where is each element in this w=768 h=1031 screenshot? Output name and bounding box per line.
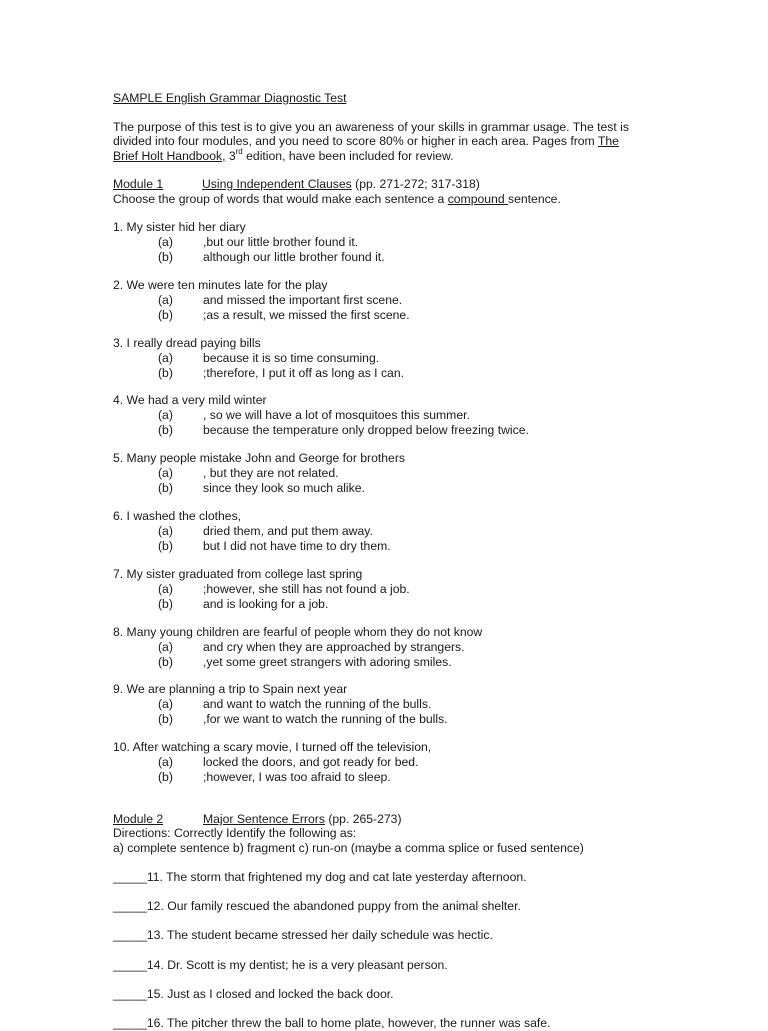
option-text-a: and want to watch the running of the bulls. [203,697,432,711]
intro-line-2 [113,134,619,149]
option-text-b: and is looking for a job. [203,596,329,611]
option-text-b: ;therefore, I put it off as long as I can. [203,365,404,380]
handbook-title-part-2: Brief Holt Handbook, [113,149,226,163]
sentence-item: _____12. Our family rescued the abandoned puppy from the animal shelter. [113,899,521,913]
option-text-a: , but they are not related. [203,466,339,480]
question-stem: 3. I really dread paying bills [113,336,261,350]
question-stem: 6. I washed the clothes, [113,509,242,523]
option-text-a: because it is so time consuming. [203,351,380,365]
module-2-choices: a) complete sentence b) fragment c) run-on (maybe a comma splice or fused sentence) [113,841,584,855]
handbook-title-part-1: The [597,134,619,148]
module-1-label: Module 1 [113,177,164,191]
option-label-a: (a) [158,755,173,769]
option-text-b: ,yet some greet strangers with adoring smiles. [203,654,452,669]
option-text-a: and cry when they are approached by strangers. [203,640,465,654]
option-text-b: ;as a result, we missed the first scene. [203,307,410,322]
module-2-label: Module 2 [113,812,164,826]
option-text-a: dried them, and put them away. [203,524,373,538]
option-label-a: (a) [158,466,173,480]
intro-line-3-text: edition, have been included for review. [242,149,454,163]
option-label-a: (a) [158,582,173,596]
sentence-item: _____13. The student became stressed her daily schedule was hectic. [113,928,493,942]
module-2-pages: (pp. 265-273) [324,812,402,826]
option-label-a: (a) [158,697,173,711]
sentence-item: _____11. The storm that frightened my dog and cat late yesterday afternoon. [113,870,527,884]
option-label-b: (b) [158,365,173,380]
module-1-pages: (pp. 271-272; 317-318) [351,177,480,191]
option-text-b: ;however, I was too afraid to sleep. [203,769,391,784]
edition-number: 3 [225,149,236,163]
sentence-item: _____16. The pitcher threw the ball to home plate, however, the runner was safe. [113,1016,551,1030]
module-2-topic: Major Sentence Errors [203,812,325,826]
option-text-a: locked the doors, and got ready for bed. [203,755,419,769]
edition-ordinal: rd [235,146,243,156]
option-label-b: (b) [158,480,173,495]
option-label-b: (b) [158,249,173,264]
intro-line-1: The purpose of this test is to give you an awareness of your skills in grammar usage. The test is [113,120,629,134]
question-stem: 5. Many people mistake John and George for brothers [113,451,405,465]
option-text-b: but I did not have time to dry them. [203,538,391,553]
option-label-b: (b) [158,654,173,669]
question-stem: 4. We had a very mild winter [113,393,267,407]
module-1-directions [113,192,561,207]
question-stem: 1. My sister hid her diary [113,220,246,234]
question-stem: 7. My sister graduated from college last spring [113,567,363,581]
module-2-heading [203,812,402,827]
option-label-a: (a) [158,235,173,249]
module-1-heading [202,177,480,192]
option-text-b: ,for we want to watch the running of the bulls. [203,711,448,726]
option-text-b: since they look so much alike. [203,480,365,495]
option-label-a: (a) [158,640,173,654]
question-stem: 8. Many young children are fearful of people whom they do not know [113,625,483,639]
document-title: SAMPLE English Grammar Diagnostic Test [113,91,347,105]
option-text-a: and missed the important first scene. [203,293,403,307]
option-text-b: although our little brother found it. [203,249,385,264]
option-label-b: (b) [158,596,173,611]
option-label-b: (b) [158,769,173,784]
option-label-b: (b) [158,307,173,322]
sentence-item: _____15. Just as I closed and locked the back door. [113,987,394,1001]
option-label-a: (a) [158,293,173,307]
option-label-a: (a) [158,408,173,422]
module-2-directions: Directions: Correctly Identify the following as: [113,826,357,840]
option-label-b: (b) [158,538,173,553]
module-1-topic: Using Independent Clauses [202,177,352,191]
question-stem: 9. We are planning a trip to Spain next year [113,682,348,696]
option-label-b: (b) [158,711,173,726]
option-text-a: ,but our little brother found it. [203,235,359,249]
question-stem: 10. After watching a scary movie, I turned off the television, [113,740,432,754]
directions-text: Choose the group of words that would make each sentence a [113,192,448,206]
option-text-b: because the temperature only dropped below freezing twice. [203,422,529,437]
compound-term: compound [447,192,508,206]
intro-line-2-text: divided into four modules, and you need to score 80% or higher in each area. Pages from [113,134,598,148]
option-label-b: (b) [158,422,173,437]
directions-end: sentence. [508,192,561,206]
option-text-a: , so we will have a lot of mosquitoes this summer. [203,408,470,422]
option-text-a: ;however, she still has not found a job. [203,582,410,596]
intro-line-3 [113,146,454,164]
option-label-a: (a) [158,351,173,365]
sentence-item: _____14. Dr. Scott is my dentist; he is a very pleasant person. [113,958,448,972]
option-label-a: (a) [158,524,173,538]
question-stem: 2. We were ten minutes late for the play [113,278,328,292]
